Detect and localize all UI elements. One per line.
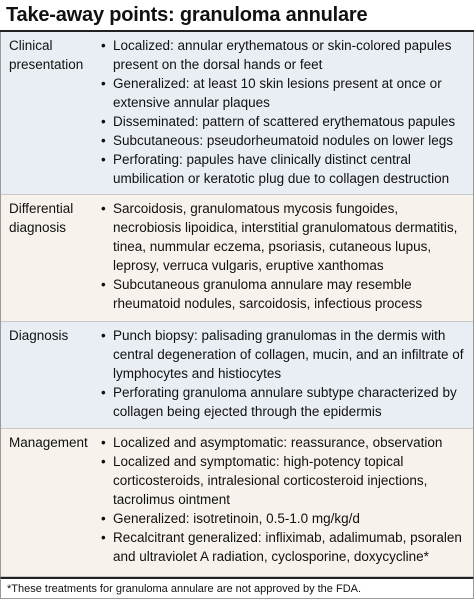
row-management: [1, 429, 473, 577]
row-items: [101, 32, 473, 194]
row-differential-diagnosis: [1, 195, 473, 322]
bullet-icon: •: [101, 114, 106, 129]
bullet-icon: •: [101, 76, 106, 91]
bullet-icon: •: [101, 454, 106, 469]
list-item: • Perforating: papules have clinically distinct central umbilication or keratotic plug due to collagen destruction: [101, 152, 450, 186]
row-items: [101, 429, 473, 576]
bullet-icon: •: [101, 38, 106, 53]
row-clinical-presentation: [1, 32, 473, 195]
list-item: • Localized and symptomatic: high-potency topical corticosteroids, intralesional corticosteroid injections, tacrolimus ointment: [101, 454, 428, 507]
bullet-icon: •: [101, 152, 106, 167]
bullet-icon: •: [101, 511, 106, 526]
take-away-table: [0, 32, 474, 577]
list-item: • Sarcoidosis, granulomatous mycosis fungoides, necrobiosis lipoidica, interstitial granulomatous dermatitis, tinea, nummular eczema, psoriasis, cutaneous lupus, leprosy, verruca vulgaris, eruptive xanthomas: [101, 201, 458, 273]
list-item: • Perforating granuloma annulare subtype characterized by collagen being ejected through the epidermis: [101, 385, 457, 419]
list-item: • Punch biopsy: palisading granulomas in the dermis with central degeneration of collagen, mucin, and an infiltrate of lymphocytes and histiocytes: [101, 328, 464, 381]
row-label: Management: [9, 435, 88, 450]
row-label: Clinical presentation: [9, 38, 84, 72]
table-title: Take-away points: granuloma annulare: [0, 0, 474, 32]
list-item: • Localized and asymptomatic: reassurance, observation: [101, 435, 443, 450]
bullet-icon: •: [101, 133, 106, 148]
list-item: • Disseminated: pattern of scattered erythematous papules: [101, 114, 456, 129]
table-footnote: *These treatments for granuloma annulare are not approved by the FDA.: [0, 577, 474, 599]
list-item: • Subcutaneous: pseudorheumatoid nodules on lower legs: [101, 133, 453, 148]
bullet-icon: •: [101, 328, 106, 343]
row-label: Differential diagnosis: [9, 201, 74, 235]
row-items: [101, 195, 473, 321]
row-label: Diagnosis: [9, 328, 69, 343]
list-item: • Recalcitrant generalized: infliximab, adalimumab, psoralen and ultraviolet A radiation, cyclosporine, doxycycline*: [101, 530, 462, 564]
list-item: • Generalized: isotretinoin, 0.5-1.0 mg/kg/d: [101, 511, 360, 526]
bullet-icon: •: [101, 277, 106, 292]
bullet-icon: •: [101, 385, 106, 400]
bullet-icon: •: [101, 530, 106, 545]
row-items: [101, 322, 473, 428]
list-item: • Subcutaneous granuloma annulare may resemble rheumatoid nodules, sarcoidosis, infectious process: [101, 277, 423, 311]
list-item: • Localized: annular erythematous or skin-colored papules present on the dorsal hands or feet: [101, 38, 452, 72]
bullet-icon: •: [101, 201, 106, 216]
list-item: • Generalized: at least 10 skin lesions present at once or extensive annular plaques: [101, 76, 442, 110]
bullet-icon: •: [101, 435, 106, 450]
row-diagnosis: [1, 322, 473, 429]
